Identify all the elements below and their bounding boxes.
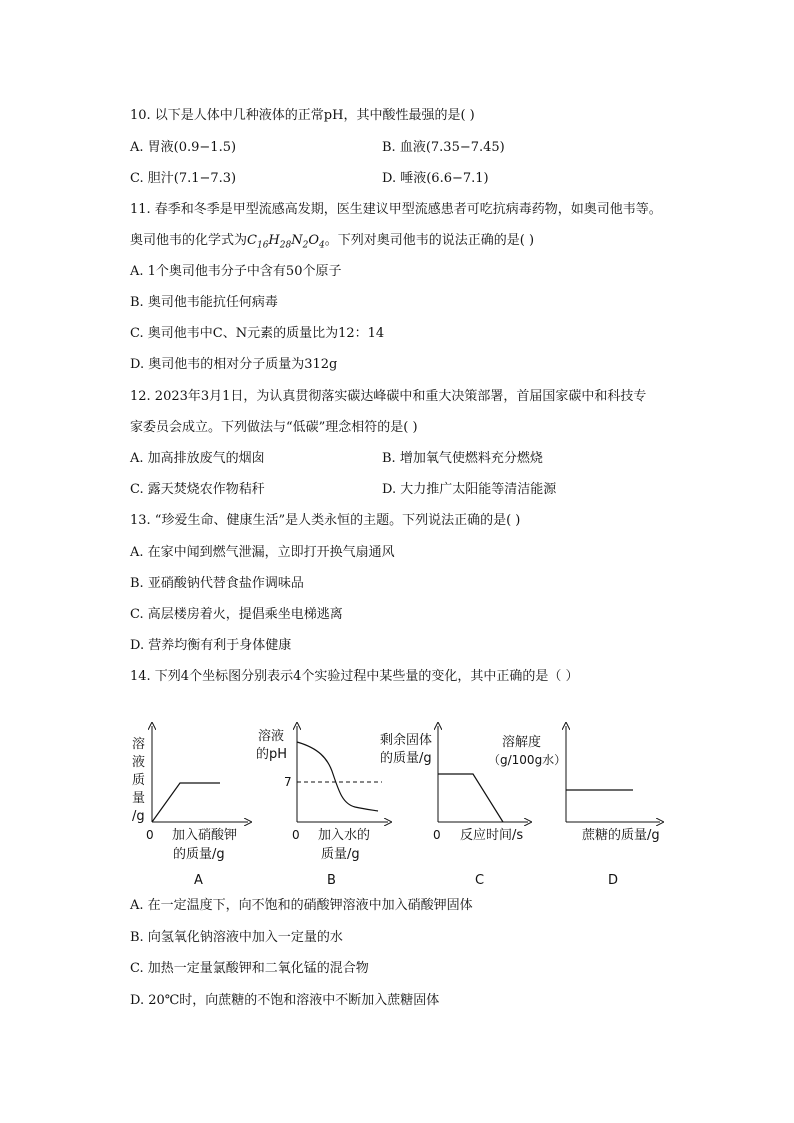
q14-option-a: A. 在一定温度下，向不饱和的硝酸钾溶液中加入硝酸钾固体 (130, 898, 473, 913)
q14-option-c: C. 加热一定量氯酸钾和二氧化锰的混合物 (130, 961, 369, 976)
graph-a-ylabel-4: 量 (132, 791, 146, 806)
q13-option-b: B. 亚硝酸钠代替食盐作调味品 (130, 576, 304, 591)
q10-option-c: C. 胆汁(7.1−7.3) (130, 171, 237, 186)
q11-stem-line2 (130, 229, 534, 251)
q12-stem-line1: 12. 2023年3月1日，为认真贯彻落实碳达峰碳中和重大决策部署，首届国家碳中和科技专 (130, 389, 647, 404)
q10-option-b: B. 血液(7.35−7.45) (382, 140, 505, 155)
q13-stem: 13. “珍爱生命、健康生活”是人类永恒的主题。下列说法正确的是( ) (130, 513, 521, 528)
q11-option-c: C. 奥司他韦中C、N元素的质量比为12：14 (130, 326, 385, 341)
q11-stem-suffix: 。下列对奥司他韦的说法正确的是( ) (324, 233, 535, 248)
q12-option-a: A. 加高排放废气的烟囱 (130, 451, 265, 466)
graph-b (256, 726, 388, 888)
graph-a-xlabel-2: 的质量/g (173, 847, 225, 862)
graph-d-ylabel-1: 溶解度 (502, 735, 542, 750)
q11-stem-prefix: 奥司他韦的化学式为 (130, 233, 248, 248)
graph-a-ylabel-1: 溶 (132, 737, 146, 752)
q12-option-b: B. 增加氧气使燃料充分燃烧 (382, 451, 543, 466)
graph-b-curve (297, 742, 378, 811)
q13-option-d: D. 营养均衡有利于身体健康 (130, 638, 292, 653)
graph-b-tick-7: 7 (284, 775, 292, 789)
graph-d (488, 726, 660, 888)
graph-a-ylabel-2: 液 (132, 755, 146, 770)
q11-option-b: B. 奥司他韦能抗任何病毒 (130, 295, 278, 310)
q12-option-d: D. 大力推广太阳能等清洁能源 (382, 482, 557, 497)
q14-graphs (0, 700, 794, 900)
graph-c-xlabel-1: 反应时间/s (460, 828, 524, 843)
graph-b-ylabel-1: 溶液 (258, 729, 285, 744)
q13-option-c: C. 高层楼房着火，提倡乘坐电梯逃离 (130, 607, 343, 622)
graph-b-xlabel-1: 加入水的 (318, 828, 371, 843)
graph-b-origin: 0 (292, 828, 300, 842)
q12-option-c: C. 露天焚烧农作物秸秆 (130, 482, 265, 497)
q11-stem-line1: 11. 春季和冬季是甲型流感高发期，医生建议甲型流感患者可吃抗病毒药物，如奥司他韦等。 (130, 202, 662, 217)
graph-b-xlabel-2: 质量/g (321, 847, 360, 862)
graph-d-xlabel-1: 蔗糖的质量/g (582, 828, 660, 843)
graph-a-tag: A (194, 873, 203, 888)
q12-stem-line2: 家委员会成立。下列做法与“低碳”理念相符的是( ) (130, 420, 418, 435)
q11-option-d: D. 奥司他韦的相对分子质量为312g (130, 357, 338, 372)
graph-c-tag: C (475, 873, 485, 888)
q14-stem: 14. 下列4个坐标图分别表示4个实验过程中某些量的变化，其中正确的是（ ） (130, 669, 579, 684)
graph-a (132, 726, 248, 888)
graph-b-ylabel-2: 的pH (256, 747, 288, 762)
graph-c-ylabel-1: 剩余固体 (380, 733, 433, 748)
graph-c (380, 726, 528, 888)
graph-c-curve (438, 774, 503, 822)
q13-option-a: A. 在家中闻到燃气泄漏，立即打开换气扇通风 (130, 545, 395, 560)
q14-option-b: B. 向氢氧化钠溶液中加入一定量的水 (130, 930, 343, 945)
graph-d-ylabel-2: （g/100g水） (488, 753, 567, 767)
graph-a-curve (152, 783, 220, 822)
graph-c-origin: 0 (433, 828, 441, 842)
graph-a-origin: 0 (146, 828, 154, 842)
graph-a-xlabel-1: 加入硝酸钾 (172, 828, 238, 843)
graph-b-tag: B (327, 873, 336, 888)
q10-option-d: D. 唾液(6.6−7.1) (382, 171, 489, 186)
graph-c-ylabel-2: 的质量/g (380, 751, 432, 766)
graph-a-ylabel-3: 质 (132, 773, 146, 788)
q10-option-a: A. 胃液(0.9−1.5) (130, 140, 237, 155)
chemical-formula: $C_{16}H_{28}N_2O_4$ (247, 233, 325, 251)
q14-option-d: D. 20℃时，向蔗糖的不饱和溶液中不断加入蔗糖固体 (130, 993, 440, 1008)
q11-option-a: A. 1个奥司他韦分子中含有50个原子 (130, 264, 342, 279)
graph-d-tag: D (608, 873, 619, 888)
graph-a-ylabel-5: /g (132, 809, 145, 824)
q10-stem: 10. 以下是人体中几种液体的正常pH，其中酸性最强的是( ) (130, 108, 475, 123)
